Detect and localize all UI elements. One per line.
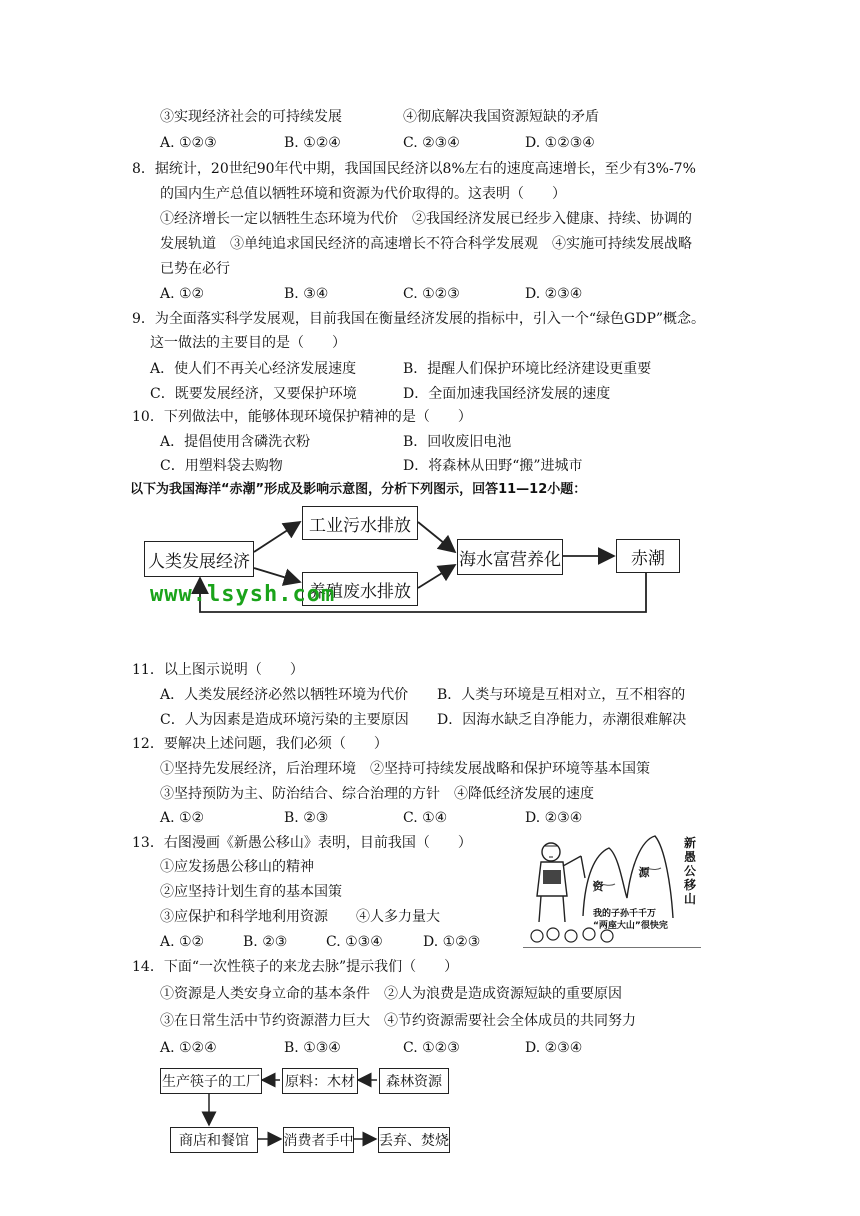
q14-statements-2: ③在日常生活中节约资源潜力巨大 ④节约资源需要社会全体成员的共同努力 (160, 1013, 636, 1029)
q14-option-c: C. ①②③ (403, 1040, 460, 1056)
yugong-cartoon (523, 826, 701, 948)
q13-option-b: B. ②③ (243, 934, 288, 950)
q11-option-d: D．因海水缺乏自净能力，赤潮很难解决 (437, 712, 687, 728)
q8-stem-line3: ①经济增长一定以牺牲生态环境为代价 ②我国经济发展已经步入健康、持续、协调的 (160, 211, 692, 227)
q13-option-a: A. ①② (160, 934, 205, 950)
q14-option-d: D. ②③④ (525, 1040, 583, 1056)
q10-option-c: C．用塑料袋去购物 (160, 458, 283, 474)
q11-option-b: B．人类与环境是互相对立，互不相容的 (437, 687, 686, 703)
node-human-economy: 人类发展经济 (144, 541, 254, 577)
q11-12-intro: 以下为我国海洋“赤潮”形成及影响示意图，分析下列图示，回答11—12小题： (130, 482, 587, 497)
cartoon-title: 新愚公移山 (683, 836, 696, 906)
shops-restaurants-box: 商店和餐馆 (170, 1127, 258, 1153)
q10-option-b: B．回收废旧电池 (403, 434, 512, 450)
q13-stem: 13．右图漫画《新愚公移山》表明，目前我国（ ） (132, 835, 472, 851)
q12-statements-2: ③坚持预防为主、防治结合、综合治理的方针 ④降低经济发展的速度 (160, 786, 594, 802)
raw-material-wood-box: 原料：木材 (282, 1068, 358, 1094)
q14-option-a: A. ①②④ (160, 1040, 217, 1056)
q8-stem-line2: 的国内生产总值以牺牲环境和资源为代价取得的。这表明（ ） (160, 186, 566, 202)
q9-stem-line1: 9．为全面落实科学发展观，目前我国在衡量经济发展的指标中，引入一个“绿色GDP”概念。 (132, 311, 706, 327)
node-aquaculture-wastewater: 养殖废水排放 (302, 572, 418, 606)
q12-statements-1: ①坚持先发展经济，后治理环境 ②坚持可持续发展战略和保护环境等基本国策 (160, 761, 650, 777)
q12-option-c: C. ①④ (403, 810, 448, 826)
q11-option-a: A．人类发展经济必然以牺牲环境为代价 (160, 687, 409, 703)
q12-option-d: D. ②③④ (525, 810, 583, 826)
cartoon-caption-1: 我的子孙千千万 (593, 909, 657, 919)
q12-option-b: B. ②③ (284, 810, 329, 826)
q10-stem: 10．下列做法中，能够体现环境保护精神的是（ ） (132, 409, 472, 425)
q8-stem-line4: 发展轨道 ③单纯追求国民经济的高速增长不符合科学发展观 ④实施可持续发展战略 (160, 236, 692, 252)
q7-option-a: A. ①②③ (160, 135, 217, 151)
q12-stem: 12．要解决上述问题，我们必须（ ） (132, 736, 388, 752)
q10-option-a: A．提倡使用含磷洗衣粉 (160, 434, 311, 450)
q14-stem: 14．下面“一次性筷子的来龙去脉”提示我们（ ） (132, 959, 459, 975)
q7-statement-3: ③实现经济社会的可持续发展 (160, 109, 342, 125)
q7-option-b: B. ①②④ (284, 135, 341, 151)
q8-stem-line1: 8．据统计，20世纪90年代中期，我国国民经济以8%左右的速度高速增长，至少有3%-7% (132, 161, 696, 177)
q9-option-c: C．既要发展经济，又要保护环境 (150, 386, 357, 402)
q8-option-a: A. ①② (160, 286, 205, 302)
node-red-tide: 赤潮 (616, 539, 680, 573)
q14-statements-1: ①资源是人类安身立命的基本条件 ②人为浪费是造成资源短缺的重要原因 (160, 986, 622, 1002)
forest-resources-box: 森林资源 (379, 1068, 449, 1094)
q10-option-d: D．将森林从田野“搬”进城市 (403, 458, 583, 474)
q11-option-c: C．人为因素是造成环境污染的主要原因 (160, 712, 409, 728)
q14-option-b: B. ①③④ (284, 1040, 341, 1056)
q8-option-c: C. ①②③ (403, 286, 460, 302)
q13-option-d: D. ①②③ (423, 934, 481, 950)
cartoon-caption-2: “两座大山”很快完 (593, 921, 668, 931)
q13-option-c: C. ①③④ (326, 934, 383, 950)
q13-statement-3-4: ③应保护和科学地利用资源 ④人多力量大 (160, 909, 440, 925)
node-eutrophication: 海水富营养化 (457, 539, 563, 575)
q7-option-c: C. ②③④ (403, 135, 460, 151)
q13-statement-1: ①应发扬愚公移山的精神 (160, 859, 314, 875)
q8-option-b: B. ③④ (284, 286, 329, 302)
q13-statement-2: ②应坚持计划生育的基本国策 (160, 884, 342, 900)
q9-option-b: B．提醒人们保护环境比经济建设更重要 (403, 361, 652, 377)
q9-stem-line2: 这一做法的主要目的是（ ） (150, 335, 346, 351)
q11-stem: 11．以上图示说明（ ） (132, 662, 304, 678)
consumers-box: 消费者手中 (283, 1127, 354, 1153)
watermark-text: www.lsysh.com (150, 582, 336, 607)
q7-option-d: D. ①②③④ (525, 135, 595, 151)
q8-stem-line5: 已势在必行 (160, 261, 230, 277)
discard-burn-box: 丢弃、焚烧 (378, 1127, 450, 1153)
node-industrial-wastewater: 工业污水排放 (302, 506, 418, 540)
chopsticks-factory-box: 生产筷子的工厂 (160, 1068, 262, 1094)
cartoon-mountain-label-2: 源 (638, 866, 650, 879)
q9-option-a: A．使人们不再关心经济发展速度 (150, 361, 357, 377)
q12-option-a: A. ①② (160, 810, 205, 826)
q9-option-d: D．全面加速我国经济发展的速度 (403, 386, 611, 402)
cartoon-mountain-label-1: 资 (592, 880, 604, 893)
q8-option-d: D. ②③④ (525, 286, 583, 302)
q7-statement-4: ④彻底解决我国资源短缺的矛盾 (403, 109, 599, 125)
